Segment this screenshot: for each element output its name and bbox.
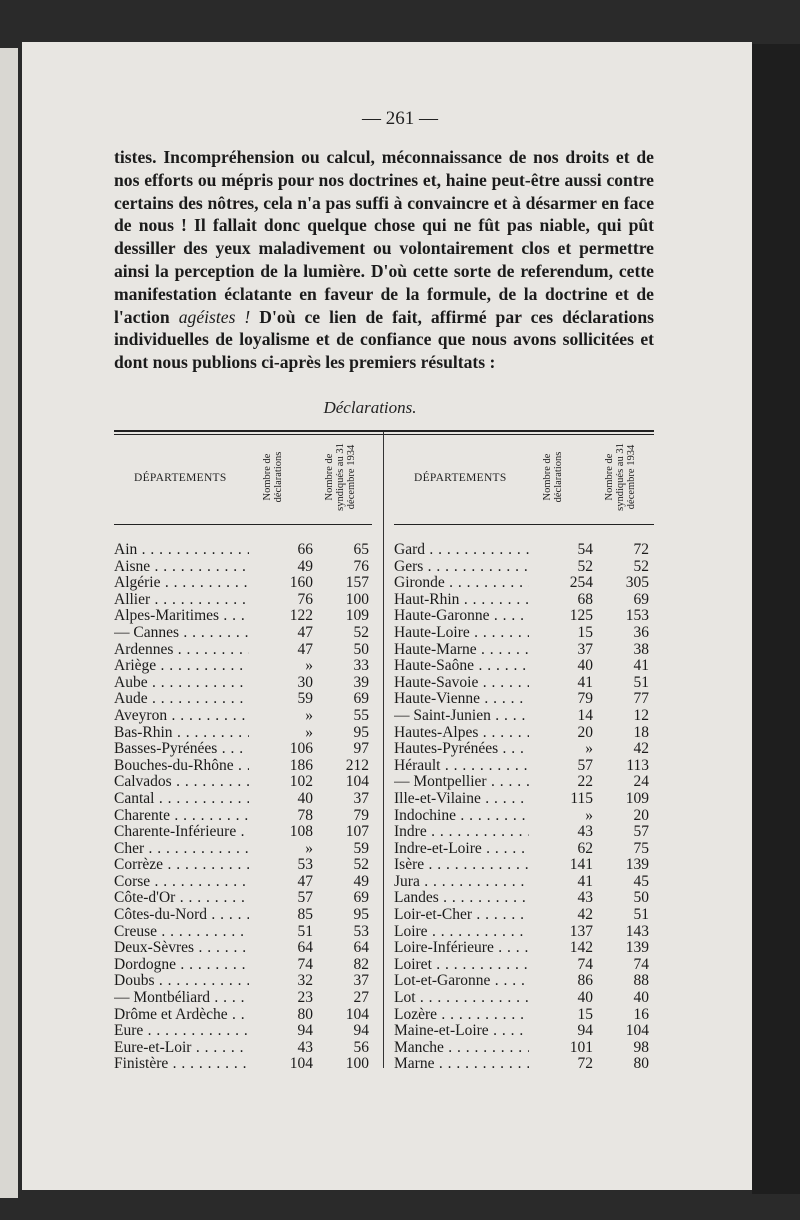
header-rule-left	[114, 524, 372, 525]
syndiques-count: 59	[353, 839, 369, 857]
syndiques-count: 52	[353, 856, 369, 874]
syndiques-count: 109	[345, 607, 369, 625]
syndiques-count: 12	[633, 706, 649, 724]
table-row	[114, 924, 379, 941]
table-row	[394, 675, 659, 692]
declarations-count: »	[529, 741, 593, 758]
syndiques-count: 77	[633, 690, 649, 708]
syndiques-count: 82	[353, 955, 369, 973]
table-row	[394, 907, 659, 924]
syndiques-count: 50	[633, 889, 649, 907]
table-row	[394, 575, 659, 592]
department-name: Calvados . . .	[114, 774, 249, 791]
syndiques-count: 109	[625, 789, 649, 807]
table-row	[114, 691, 379, 708]
department-name: Eure-et-Loir . . .	[114, 1040, 249, 1057]
header-syndiques-text: Nombre de syndiqués au 31 décembre 1934	[604, 443, 637, 511]
table-row	[114, 542, 379, 559]
table-row	[394, 774, 659, 791]
declarations-count: 57	[529, 758, 593, 775]
table-row	[114, 1056, 379, 1073]
declarations-count: 20	[529, 725, 593, 742]
declarations-count: 85	[249, 907, 313, 924]
department-name: Ille-et-Vilaine . . .	[394, 791, 529, 808]
department-name: Haut-Rhin . . .	[394, 592, 529, 609]
declarations-count: 53	[249, 857, 313, 874]
syndiques-count: 38	[633, 640, 649, 658]
syndiques-count: 69	[633, 590, 649, 608]
declarations-count: 72	[529, 1056, 593, 1073]
declarations-count: 43	[249, 1040, 313, 1057]
table-row	[114, 808, 379, 825]
department-name: Doubs . . .	[114, 973, 249, 990]
declarations-count: 15	[529, 625, 593, 642]
syndiques-count: 76	[353, 557, 369, 575]
table-row	[394, 973, 659, 990]
declarations-count: 115	[529, 791, 593, 808]
declarations-count: 62	[529, 841, 593, 858]
syndiques-count: 97	[353, 740, 369, 758]
department-name: Lot . . .	[394, 990, 529, 1007]
declarations-count: 78	[249, 808, 313, 825]
syndiques-count: 65	[353, 541, 369, 558]
department-name: Maine-et-Loire . . .	[394, 1023, 529, 1040]
table-title: Déclarations.	[323, 398, 417, 417]
declarations-count: 186	[249, 758, 313, 775]
table-row	[114, 625, 379, 642]
header-syndiques-left	[324, 432, 357, 522]
table-row	[394, 592, 659, 609]
syndiques-count: 104	[345, 1005, 369, 1023]
declarations-count: 41	[529, 874, 593, 891]
page-number: — 261 —	[362, 108, 438, 129]
table-row	[394, 559, 659, 576]
syndiques-count: 18	[633, 723, 649, 741]
department-name: Creuse . . .	[114, 924, 249, 941]
department-name: Deux-Sèvres . . .	[114, 940, 249, 957]
declarations-count: »	[249, 708, 313, 725]
department-name: Drôme et Ardèche . . .	[114, 1007, 249, 1024]
declarations-count: 104	[249, 1056, 313, 1073]
declarations-count: »	[249, 725, 313, 742]
department-name: Finistère . . .	[114, 1056, 249, 1073]
syndiques-count: 157	[345, 574, 369, 592]
table-row	[114, 791, 379, 808]
department-name: Côte-d'Or . . .	[114, 890, 249, 907]
header-declarations-left	[262, 444, 284, 510]
syndiques-count: 16	[633, 1005, 649, 1023]
syndiques-count: 49	[353, 872, 369, 890]
intro-paragraph	[114, 146, 654, 374]
declarations-count: 40	[529, 658, 593, 675]
department-name: Hérault . . .	[394, 758, 529, 775]
department-name: — Montbéliard . . .	[114, 990, 249, 1007]
syndiques-count: 52	[353, 623, 369, 641]
department-name: Gers . . .	[394, 559, 529, 576]
declarations-count: 30	[249, 675, 313, 692]
syndiques-count: 39	[353, 673, 369, 691]
table-row	[114, 907, 379, 924]
header-rule-right	[394, 524, 654, 525]
table-row	[394, 758, 659, 775]
syndiques-count: 33	[353, 657, 369, 675]
department-name: Aisne . . .	[114, 559, 249, 576]
declarations-count: 122	[249, 608, 313, 625]
table-row	[394, 658, 659, 675]
syndiques-count: 153	[625, 607, 649, 625]
table-column-right	[394, 542, 659, 1073]
table-row	[114, 890, 379, 907]
table-row	[114, 741, 379, 758]
table-row	[114, 559, 379, 576]
table-row	[114, 841, 379, 858]
department-name: Cantal . . .	[114, 791, 249, 808]
syndiques-count: 98	[633, 1038, 649, 1056]
syndiques-count: 53	[353, 922, 369, 940]
declarations-count: 32	[249, 973, 313, 990]
syndiques-count: 143	[625, 922, 649, 940]
department-name: Aube . . .	[114, 675, 249, 692]
syndiques-count: 41	[633, 657, 649, 675]
declarations-count: 15	[529, 1007, 593, 1024]
intro-text-before: tistes. Incompréhension ou calcul, méconnaissance de nos droits et de nos efforts ou mépris pour nos doctrines et, haine peut-être aussi contre certains des nôtres, cela n'a pas suffi à convaincre et à désarmer en face de nous ! Il fallait donc quelque chose qui ne fût pas niable, qui pût dessiller des yeux maladivement ou volontairement clos et permettre ainsi la perception de la lumière. D'où cette sorte de referendum, cette manifestation éclatante en faveur de la formule, de la doctrine et de l'action	[114, 147, 654, 327]
declarations-count: 160	[249, 575, 313, 592]
table-row	[394, 990, 659, 1007]
table-row	[394, 824, 659, 841]
table-row	[394, 1040, 659, 1057]
declarations-count: 94	[529, 1023, 593, 1040]
department-name: Loire-Inférieure . . .	[394, 940, 529, 957]
declarations-count: 47	[249, 642, 313, 659]
syndiques-count: 50	[353, 640, 369, 658]
table-row	[114, 675, 379, 692]
syndiques-count: 37	[353, 972, 369, 990]
header-declarations-text: Nombre de déclarations	[262, 451, 284, 503]
syndiques-count: 27	[353, 989, 369, 1007]
table-row	[394, 940, 659, 957]
table-top-rule-thin	[114, 434, 654, 435]
table-row	[394, 1023, 659, 1040]
department-name: Gard . . .	[394, 542, 529, 559]
department-name: Dordogne . . .	[114, 957, 249, 974]
column-divider	[383, 432, 384, 1068]
declarations-count: 66	[249, 542, 313, 559]
syndiques-count: 94	[353, 1022, 369, 1040]
department-name: Hautes-Alpes . . .	[394, 725, 529, 742]
table-row	[114, 658, 379, 675]
table-row	[394, 924, 659, 941]
declarations-count: 40	[249, 791, 313, 808]
table-row	[114, 973, 379, 990]
declarations-count: 80	[249, 1007, 313, 1024]
department-name: Loire . . .	[394, 924, 529, 941]
table-row	[114, 774, 379, 791]
header-departements-left: DÉPARTEMENTS	[134, 472, 227, 484]
syndiques-count: 113	[626, 756, 649, 774]
table-row	[114, 940, 379, 957]
syndiques-count: 100	[345, 590, 369, 608]
declarations-count: 125	[529, 608, 593, 625]
declarations-count: 59	[249, 691, 313, 708]
syndiques-count: 69	[353, 690, 369, 708]
department-name: Corse . . .	[114, 874, 249, 891]
table-row	[114, 857, 379, 874]
table-row	[114, 642, 379, 659]
table-row	[114, 725, 379, 742]
table-row	[394, 890, 659, 907]
department-name: Indre . . .	[394, 824, 529, 841]
declarations-count: 108	[249, 824, 313, 841]
department-name: Loir-et-Cher . . .	[394, 907, 529, 924]
scan-background	[752, 44, 800, 1194]
department-name: Jura . . .	[394, 874, 529, 891]
department-name: Landes . . .	[394, 890, 529, 907]
department-name: Charente-Inférieure . . .	[114, 824, 249, 841]
declarations-count: 52	[529, 559, 593, 576]
intro-emphasis: agéistes !	[178, 306, 251, 327]
declarations-count: 23	[249, 990, 313, 1007]
department-name: Haute-Loire . . .	[394, 625, 529, 642]
adjacent-page-edge	[0, 48, 18, 1198]
declarations-count: 137	[529, 924, 593, 941]
table-row	[394, 1007, 659, 1024]
declarations-count: 47	[249, 625, 313, 642]
table-row	[114, 1040, 379, 1057]
department-name: Hautes-Pyrénées . . .	[394, 741, 529, 758]
declarations-count: 64	[249, 940, 313, 957]
syndiques-count: 72	[633, 541, 649, 558]
department-name: Haute-Marne . . .	[394, 642, 529, 659]
department-name: Isère . . .	[394, 857, 529, 874]
table-row	[394, 691, 659, 708]
declarations-count: 141	[529, 857, 593, 874]
department-name: Bouches-du-Rhône . . .	[114, 758, 249, 775]
table-row	[394, 642, 659, 659]
syndiques-count: 40	[633, 989, 649, 1007]
declarations-count: 49	[249, 559, 313, 576]
table-row	[394, 957, 659, 974]
department-name: Bas-Rhin . . .	[114, 725, 249, 742]
department-name: Haute-Savoie . . .	[394, 675, 529, 692]
department-name: Côtes-du-Nord . . .	[114, 907, 249, 924]
table-row	[394, 791, 659, 808]
department-name: Haute-Garonne . . .	[394, 608, 529, 625]
syndiques-count: 79	[353, 806, 369, 824]
syndiques-count: 52	[633, 557, 649, 575]
syndiques-count: 45	[633, 872, 649, 890]
syndiques-count: 37	[353, 789, 369, 807]
table-row	[114, 608, 379, 625]
department-name: Ain . . .	[114, 542, 249, 559]
table-row	[394, 874, 659, 891]
declarations-count: 41	[529, 675, 593, 692]
header-syndiques-text: Nombre de syndiqués au 31 décembre 1934	[324, 443, 357, 511]
table-row	[114, 824, 379, 841]
department-name: Haute-Vienne . . .	[394, 691, 529, 708]
declarations-count: 102	[249, 774, 313, 791]
declarations-count: 37	[529, 642, 593, 659]
intro-text-after: D'où ce lien de fait, affirmé par ces déclarations individuelles de loyalisme et de confiance que nous avons sollicitées et dont nous publions ci-après les premiers résultats :	[114, 306, 654, 373]
declarations-count: 101	[529, 1040, 593, 1057]
header-departements-right: DÉPARTEMENTS	[414, 472, 507, 484]
department-name: — Montpellier . . .	[394, 774, 529, 791]
declarations-count: 68	[529, 592, 593, 609]
syndiques-count: 139	[625, 939, 649, 957]
declarations-count: 40	[529, 990, 593, 1007]
syndiques-count: 212	[345, 756, 369, 774]
header-declarations-right	[542, 444, 564, 510]
syndiques-count: 20	[633, 806, 649, 824]
table-top-rule	[114, 430, 654, 432]
table-row	[114, 990, 379, 1007]
syndiques-count: 51	[633, 906, 649, 924]
department-name: Algérie . . .	[114, 575, 249, 592]
declarations-count: 86	[529, 973, 593, 990]
table-row	[394, 625, 659, 642]
syndiques-count: 95	[353, 906, 369, 924]
header-syndiques-right	[604, 432, 637, 522]
declarations-count: 142	[529, 940, 593, 957]
table-row	[394, 542, 659, 559]
department-name: Marne . . .	[394, 1056, 529, 1073]
department-name: — Cannes . . .	[114, 625, 249, 642]
syndiques-count: 80	[633, 1055, 649, 1073]
syndiques-count: 75	[633, 839, 649, 857]
department-name: Basses-Pyrénées . . .	[114, 741, 249, 758]
table-row	[394, 808, 659, 825]
table-row	[394, 841, 659, 858]
syndiques-count: 88	[633, 972, 649, 990]
header-declarations-text: Nombre de déclarations	[542, 451, 564, 503]
declarations-count: 14	[529, 708, 593, 725]
department-name: Alpes-Maritimes . . .	[114, 608, 249, 625]
department-name: Gironde . . .	[394, 575, 529, 592]
declarations-count: 43	[529, 824, 593, 841]
declarations-count: 94	[249, 1023, 313, 1040]
declarations-count: 76	[249, 592, 313, 609]
table-row	[394, 857, 659, 874]
table-row	[394, 708, 659, 725]
declarations-count: 54	[529, 542, 593, 559]
department-name: Cher . . .	[114, 841, 249, 858]
declarations-count: 47	[249, 874, 313, 891]
table-row	[394, 741, 659, 758]
declarations-count: 43	[529, 890, 593, 907]
table-row	[114, 1007, 379, 1024]
syndiques-count: 104	[625, 1022, 649, 1040]
declarations-count: 106	[249, 741, 313, 758]
declarations-count: 22	[529, 774, 593, 791]
declarations-count: 79	[529, 691, 593, 708]
table-row	[394, 725, 659, 742]
table-row	[114, 575, 379, 592]
table-row	[394, 608, 659, 625]
department-name: Indre-et-Loire . . .	[394, 841, 529, 858]
table-row	[114, 592, 379, 609]
syndiques-count: 24	[633, 773, 649, 791]
syndiques-count: 36	[633, 623, 649, 641]
department-name: Ardennes . . .	[114, 642, 249, 659]
declarations-count: 42	[529, 907, 593, 924]
table-row	[114, 957, 379, 974]
syndiques-count: 139	[625, 856, 649, 874]
department-name: Allier . . .	[114, 592, 249, 609]
department-name: Eure . . .	[114, 1023, 249, 1040]
department-name: Aveyron . . .	[114, 708, 249, 725]
declarations-count: 51	[249, 924, 313, 941]
declarations-count: 74	[249, 957, 313, 974]
department-name: Haute-Saône . . .	[394, 658, 529, 675]
syndiques-count: 107	[345, 823, 369, 841]
table-row	[394, 1056, 659, 1073]
syndiques-count: 57	[633, 823, 649, 841]
syndiques-count: 42	[633, 740, 649, 758]
syndiques-count: 64	[353, 939, 369, 957]
syndiques-count: 74	[633, 955, 649, 973]
declarations-count: 74	[529, 957, 593, 974]
table-row	[114, 874, 379, 891]
department-name: Lot-et-Garonne . . .	[394, 973, 529, 990]
declarations-count: 57	[249, 890, 313, 907]
syndiques-count: 56	[353, 1038, 369, 1056]
department-name: Manche . . .	[394, 1040, 529, 1057]
syndiques-count: 55	[353, 706, 369, 724]
syndiques-count: 305	[625, 574, 649, 592]
table-row	[114, 758, 379, 775]
department-name: Corrèze . . .	[114, 857, 249, 874]
syndiques-count: 100	[345, 1055, 369, 1073]
department-name: Loiret . . .	[394, 957, 529, 974]
department-name: Aude . . .	[114, 691, 249, 708]
syndiques-count: 51	[633, 673, 649, 691]
department-name: — Saint-Junien . . .	[394, 708, 529, 725]
syndiques-count: 104	[345, 773, 369, 791]
declarations-count: »	[249, 841, 313, 858]
declarations-count: 254	[529, 575, 593, 592]
department-name: Ariège . . .	[114, 658, 249, 675]
table-row	[114, 1023, 379, 1040]
declarations-count: »	[529, 808, 593, 825]
department-name: Lozère . . .	[394, 1007, 529, 1024]
department-name: Indochine . . .	[394, 808, 529, 825]
table-column-left	[114, 542, 379, 1073]
syndiques-count: 69	[353, 889, 369, 907]
department-name: Charente . . .	[114, 808, 249, 825]
syndiques-count: 95	[353, 723, 369, 741]
declarations-count: »	[249, 658, 313, 675]
table-row	[114, 708, 379, 725]
